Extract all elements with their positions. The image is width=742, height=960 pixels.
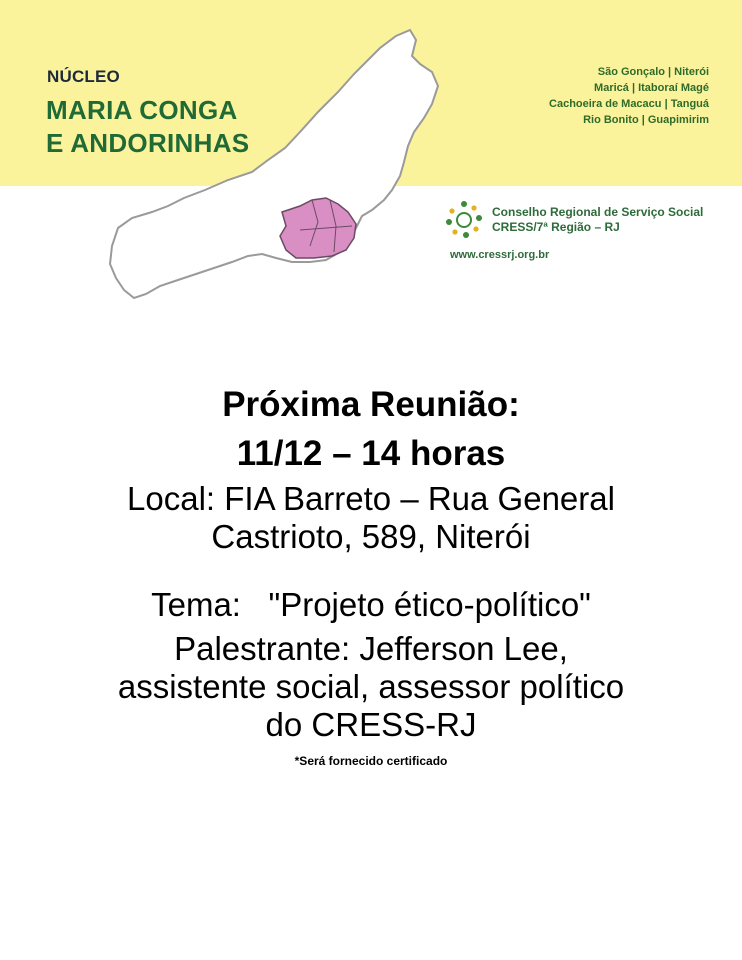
nucleo-label: NÚCLEO (47, 67, 120, 86)
group-name (46, 94, 249, 160)
state-outline (110, 30, 438, 298)
speaker-line2: assistente social, assessor político (117, 668, 625, 705)
meeting-datetime: 11/12 – 14 horas (236, 434, 506, 473)
rj-state-map (0, 0, 742, 320)
city-line: São Gonçalo | Niterói (597, 66, 709, 78)
location-line1: Local: FIA Barreto – Rua General (127, 480, 615, 517)
meeting-theme: Tema: "Projeto ético-político" (151, 586, 591, 623)
speaker-info (0, 630, 742, 744)
group-name-line2: E ANDORINHAS (46, 128, 250, 158)
speaker-line1: Palestrante: Jefferson Lee, (174, 630, 568, 667)
location-line2: Castrioto, 589, Niterói (211, 518, 531, 555)
city-line: Maricá | Itaboraí Magé (594, 82, 709, 94)
meeting-location (0, 480, 742, 556)
city-line: Rio Bonito | Guapimirim (583, 114, 709, 126)
speaker-line3: do CRESS-RJ (265, 706, 477, 743)
certificate-note: *Será fornecido certificado (294, 754, 448, 768)
meeting-heading: Próxima Reunião: (222, 385, 520, 424)
announcement (0, 385, 742, 768)
city-line: Cachoeira de Macacu | Tanguá (549, 98, 709, 110)
website-link[interactable]: www.cressrj.org.br (450, 249, 550, 261)
council-name (492, 205, 703, 235)
council-line1: Conselho Regional de Serviço Social (492, 205, 704, 219)
cress-logo-icon (444, 200, 484, 240)
cities-list (549, 64, 709, 128)
group-name-line1: MARIA CONGA (46, 95, 238, 125)
council-line2: CRESS/7ª Região – RJ (492, 220, 620, 234)
